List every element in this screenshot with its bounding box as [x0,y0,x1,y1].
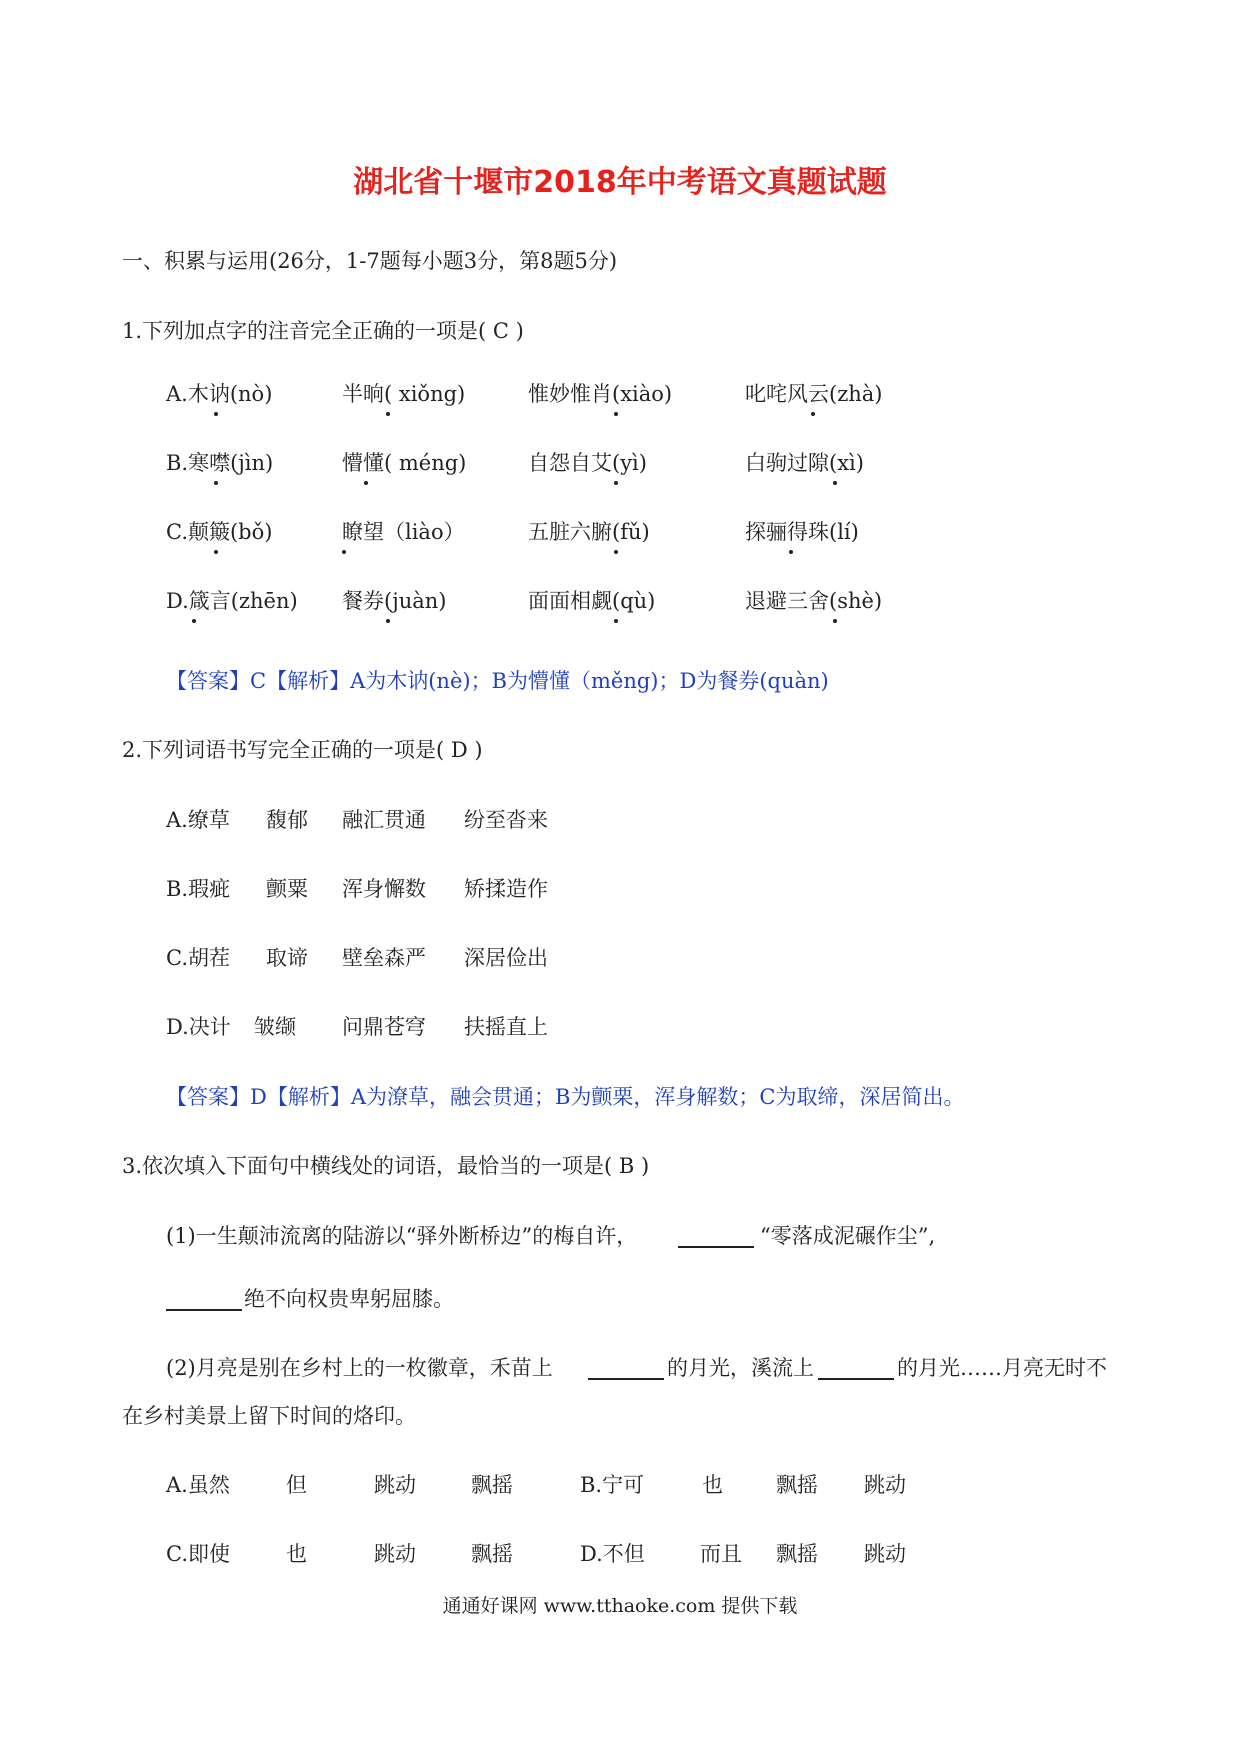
q3-stem: 3.依次填入下面句中横线处的词语，最恰当的一项是( B ) [122,1154,650,1178]
fill-blank [678,1246,754,1248]
q3-option-c2: 也 [286,1542,307,1566]
q1-option-d3: 面面相觑(qù) [528,589,656,613]
emphasis-dot [811,412,815,416]
emphasis-dot [192,619,196,623]
q2-option-a4: 纷至沓来 [464,808,548,832]
q3-option-d2: 而且 [700,1542,742,1566]
q2-option-d2: 皱缬 [254,1015,296,1039]
q2-option-b3: 浑身懈数 [342,877,426,901]
q3-option-d4: 跳动 [864,1542,906,1566]
q2-answer: 【答案】D【解析】A为潦草，融会贯通；B为颤栗，浑身解数；C为取缔，深居简出。 [166,1085,965,1109]
q3-option-a1: A.虽然 [166,1473,230,1497]
fill-blank [588,1378,664,1380]
q1-option-a4: 叱咤风云(zhà) [745,382,883,406]
q3-option-c3: 跳动 [374,1542,416,1566]
emphasis-dot [342,550,346,554]
q3-option-a2: 但 [286,1473,307,1497]
q2-option-d4: 扶摇直上 [464,1015,548,1039]
section-heading: 一、积累与运用(26分，1-7题每小题3分，第8题5分) [122,249,618,273]
q3-sentence2-part3: 的月光……月亮无时不 [897,1356,1107,1380]
q1-option-b3: 自怨自艾(yì) [528,451,647,475]
q3-option-a4: 飘摇 [471,1473,513,1497]
q2-option-b2: 颤粟 [266,877,308,901]
q1-option-a3: 惟妙惟肖(xiào) [528,382,673,406]
q1-answer: 【答案】C【解析】A为木讷(nè)；B为懵懂（měng)；D为餐券(quàn) [166,669,829,693]
q3-option-a3: 跳动 [374,1473,416,1497]
q2-option-c1: C.胡茬 [166,946,230,970]
emphasis-dot [833,619,837,623]
q3-sentence1-part1: (1)一生颠沛流离的陆游以“驿外断桥边”的梅自许， [166,1224,638,1248]
emphasis-dot [364,481,368,485]
q2-option-b1: B.瑕疵 [166,877,231,901]
page-footer: 通通好课网 www.tthaoke.com 提供下载 [442,1595,798,1617]
emphasis-dot [214,550,218,554]
q2-option-a1: A.缭草 [166,808,230,832]
q3-option-d3: 飘摇 [776,1542,818,1566]
q1-option-a1: A.木讷(nò) [166,382,273,406]
q1-option-b2: 懵懂( méng) [342,451,467,475]
q2-option-a2: 馥郁 [266,808,308,832]
emphasis-dot [214,481,218,485]
fill-blank [166,1309,242,1311]
q3-sentence1-part3: 绝不向权贵卑躬屈膝。 [244,1287,454,1311]
q2-option-c3: 壁垒森严 [342,946,426,970]
emphasis-dot [386,619,390,623]
q2-option-d1: D.决计 [166,1015,231,1039]
q2-option-b4: 矫揉造作 [464,877,548,901]
q1-option-d4: 退避三舍(shè) [745,589,883,613]
q2-option-c4: 深居俭出 [464,946,548,970]
q1-option-c4: 探骊得珠(lí) [745,520,859,544]
q1-option-a2: 半晌( xiǒng) [342,382,466,406]
q1-option-c1: C.颠簸(bǒ) [166,520,273,544]
q1-option-d1: D.箴言(zhēn) [166,589,298,613]
emphasis-dot [614,619,618,623]
q3-option-c4: 飘摇 [471,1542,513,1566]
emphasis-dot [789,550,793,554]
q1-option-c3: 五脏六腑(fǔ) [528,520,650,544]
q3-option-d1: D.不但 [580,1542,645,1566]
emphasis-dot [386,412,390,416]
q3-option-b4: 跳动 [864,1473,906,1497]
q3-sentence2-part4: 在乡村美景上留下时间的烙印。 [122,1404,416,1428]
q2-option-d3: 问鼎苍穹 [342,1015,426,1039]
q2-stem: 2.下列词语书写完全正确的一项是( D ) [122,738,483,762]
emphasis-dot [214,412,218,416]
q1-option-b1: B.寒噤(jìn) [166,451,274,475]
emphasis-dot [614,412,618,416]
fill-blank [818,1378,894,1380]
q3-option-b2: 也 [702,1473,723,1497]
q1-option-d2: 餐券(juàn) [342,589,447,613]
emphasis-dot [614,481,618,485]
emphasis-dot [833,481,837,485]
q1-option-c2: 瞭望（liào） [342,520,465,544]
q2-option-a3: 融汇贯通 [342,808,426,832]
q1-option-b4: 白驹过隙(xì) [745,451,864,475]
q3-option-c1: C.即使 [166,1542,230,1566]
q3-sentence2-part1: (2)月亮是别在乡村上的一枚徽章，禾苗上 [166,1356,553,1380]
q3-option-b3: 飘摇 [776,1473,818,1497]
page-title: 湖北省十堰市2018年中考语文真题试题 [353,165,887,200]
q3-sentence2-part2: 的月光，溪流上 [667,1356,814,1380]
emphasis-dot [614,550,618,554]
q2-option-c2: 取谛 [266,946,308,970]
q3-option-b1: B.宁可 [580,1473,645,1497]
q1-stem: 1.下列加点字的注音完全正确的一项是( C ) [122,319,524,343]
q3-sentence1-part2: “零落成泥碾作尘”, [760,1224,936,1248]
